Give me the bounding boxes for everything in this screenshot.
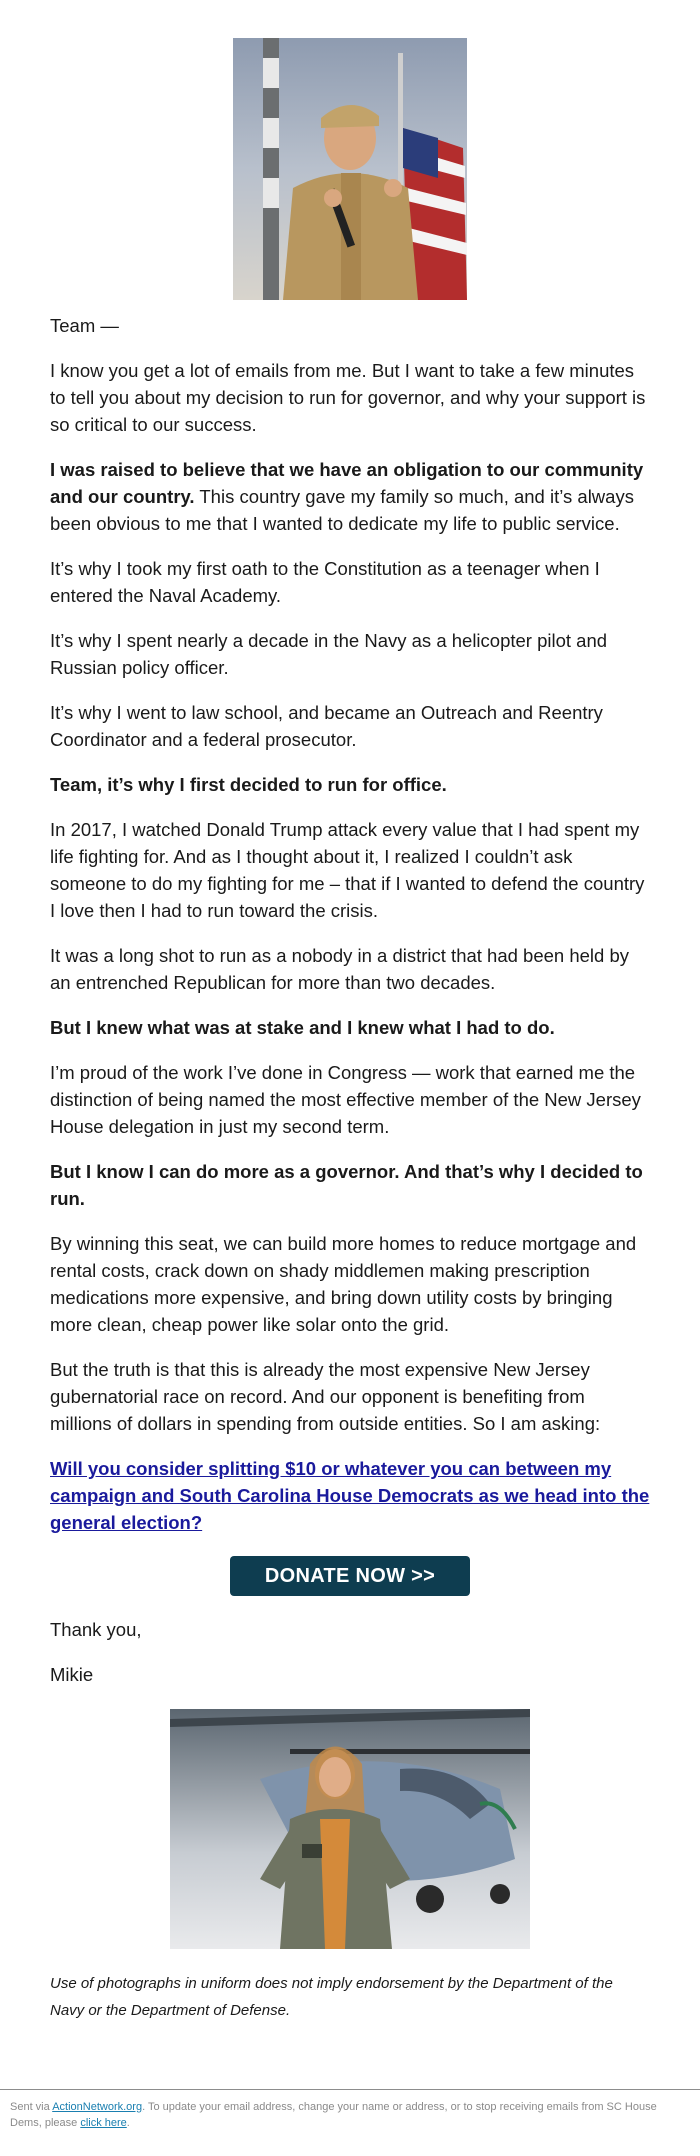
paragraph-8: It was a long shot to run as a nobody in a district that had been held by an entrenched Republican for more than two decades.: [50, 945, 630, 993]
paragraph-12: By winning this seat, we can build more homes to reduce mortgage and rental costs, crack down on shady middlemen making prescription medications more expensive, and bring down utility costs by bringing more clean, cheap power like solar onto the grid.: [50, 1233, 637, 1335]
paragraph-9: But I knew what was at stake and I knew what I had to do.: [50, 1017, 555, 1038]
paragraph-10: I’m proud of the work I’ve done in Congress — work that earned me the distinction of being named the most effective member of the New Jersey House delegation in just my second term.: [50, 1062, 641, 1137]
footer-sent-via: Sent via: [10, 2101, 53, 2113]
bottom-photo: [170, 1709, 530, 1949]
paragraph-13: But the truth is that this is already the most expensive New Jersey gubernatorial race on record. And our opponent is benefiting from millions of dollars in spending from outside entities. So I am asking:: [50, 1359, 601, 1434]
donation-ask-link[interactable]: Will you consider splitting $10 or whatever you can between my campaign and South Carolina House Democrats as we head into the general election?: [50, 1458, 650, 1533]
click-here-link[interactable]: click here: [80, 2117, 127, 2129]
paragraph-11: But I know I can do more as a governor. And that’s why I decided to run.: [50, 1161, 643, 1209]
bottom-photo-illustration: [170, 1709, 530, 1949]
footer-divider: [0, 2089, 700, 2090]
paragraph-3: It’s why I took my first oath to the Constitution as a teenager when I entered the Naval Academy.: [50, 558, 600, 606]
paragraph-4: It’s why I spent nearly a decade in the Navy as a helicopter pilot and Russian policy officer.: [50, 630, 608, 678]
header-photo-illustration: [233, 38, 467, 300]
footer-middle: . To update your email address, change your name or address, or to stop receiving emails from SC House Dems, please: [10, 2101, 657, 2129]
actionnetwork-link[interactable]: ActionNetwork.org: [52, 2101, 143, 2113]
paragraph-5: It’s why I went to law school, and became an Outreach and Reentry Coordinator and a federal prosecutor.: [50, 702, 603, 750]
footer: [10, 2099, 690, 2131]
signoff: Thank you,: [50, 1619, 142, 1640]
paragraph-6: Team, it’s why I first decided to run for office.: [50, 774, 447, 795]
signature: Mikie: [50, 1664, 94, 1685]
paragraph-2-rest: This country gave my family so much, and it’s always been obvious to me that I wanted to dedicate my life to public service.: [50, 486, 634, 534]
disclaimer: Use of photographs in uniform does not imply endorsement by the Department of the Navy or the Department of Defense.: [50, 1975, 613, 2019]
paragraph-1: I know you get a lot of emails from me. But I want to take a few minutes to tell you about my decision to run for governor, and why your support is so critical to our success.: [50, 360, 646, 435]
header-photo: [233, 38, 467, 300]
paragraph-2: [50, 456, 650, 537]
paragraph-2-bold: I was raised to believe that we have an obligation to our community and our country.: [50, 459, 644, 507]
paragraph-7: In 2017, I watched Donald Trump attack every value that I had spent my life fighting for. And as I thought about it, I realized I couldn’t ask someone to do my fighting for me – that if I wanted to defend the country I love then I had to run toward the crisis.: [50, 819, 645, 921]
donate-now-button[interactable]: DONATE NOW >>: [230, 1556, 470, 1596]
footer-end: .: [126, 2117, 130, 2129]
donate-button-wrap: [50, 1556, 650, 1596]
greeting: Team —: [50, 315, 119, 336]
email-body: [50, 312, 650, 1706]
